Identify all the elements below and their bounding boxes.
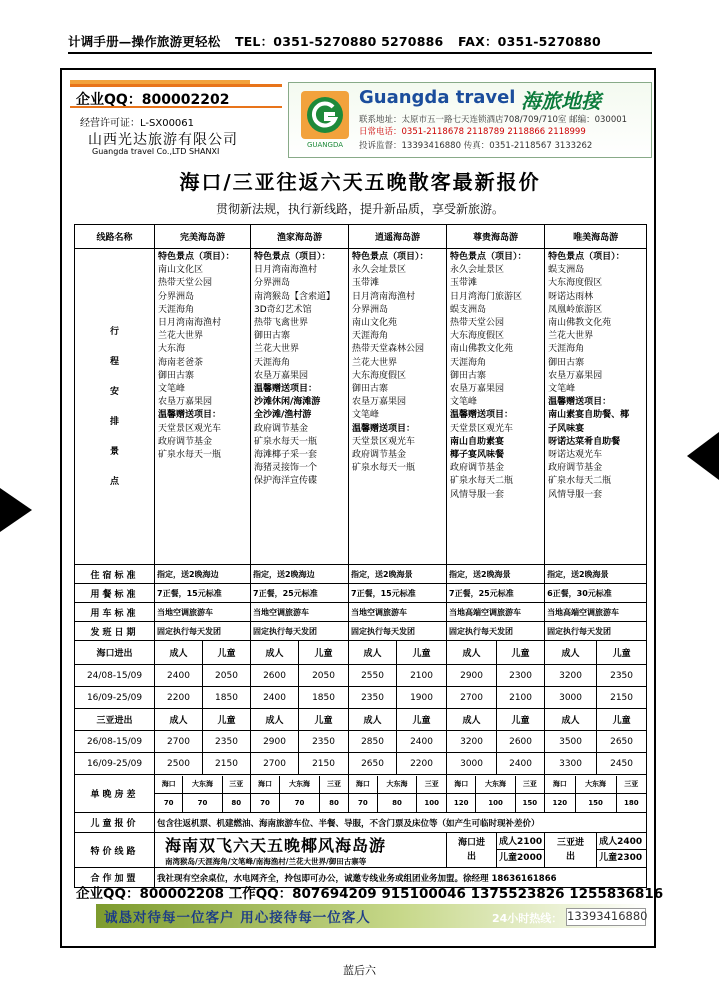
single-room-grid bbox=[349, 776, 446, 812]
itinerary-item: 特色景点（项目）： bbox=[158, 252, 235, 262]
itinerary-item: 热带天堂森林公园 bbox=[352, 344, 425, 355]
special-label: 特价线路 bbox=[75, 833, 155, 868]
special-hk-adult: 成人2100 bbox=[497, 834, 544, 850]
sanya-label: 三亚进出 bbox=[75, 709, 155, 731]
route-name: 唯美海岛游 bbox=[545, 225, 647, 249]
date-range: 26/08-15/09 bbox=[75, 731, 155, 753]
itinerary-item: 文笔峰 bbox=[548, 384, 576, 395]
single-label: 单晚房差 bbox=[75, 775, 155, 813]
child-head: 儿童 bbox=[497, 709, 545, 731]
itin-char: 安 bbox=[109, 386, 119, 397]
special-hk-label-text: 海口进出 bbox=[458, 838, 486, 862]
child-price-note: 包含往返机票、机建燃油、海南旅游车位、半餐、导服，不含门票及床位等（如产生可临时现补差价） bbox=[155, 813, 647, 833]
single-room-price: 100 bbox=[417, 794, 446, 812]
itinerary-item: 农垦万嘉果园 bbox=[352, 397, 407, 408]
stay-value: 指定，送2晚海边 bbox=[155, 565, 251, 584]
single-room-price: 80 bbox=[377, 794, 417, 812]
adult-price: 2700 bbox=[447, 687, 497, 709]
itinerary-item: 兰花大世界 bbox=[158, 331, 204, 342]
single-room-price: 120 bbox=[552, 798, 568, 807]
adult-price: 3200 bbox=[447, 731, 497, 753]
adult-price: 2400 bbox=[251, 687, 299, 709]
meal-value: 7正餐，25元标准 bbox=[251, 584, 349, 603]
single-room-grid bbox=[545, 776, 646, 812]
single-room-head: 三亚 bbox=[616, 776, 646, 794]
footer-qq-line: 企业QQ：800002208 工作QQ：807694209 915100046 1375523826 1255836816 bbox=[76, 886, 664, 902]
itinerary-item: 御田古寨 bbox=[450, 370, 487, 381]
itinerary-list bbox=[251, 249, 349, 565]
special-route bbox=[155, 833, 447, 868]
cooperation-text: 我社现有空余桌位，水电网齐全，拎包即可办公，诚邀专线业务或组团业务加盟。徐经理 18636161866 bbox=[155, 868, 647, 888]
single-room-price: 150 bbox=[575, 794, 616, 812]
child-price: 2100 bbox=[397, 665, 447, 687]
itinerary-item: 日月湾南海渔村 bbox=[158, 318, 222, 329]
itin-char: 程 bbox=[109, 356, 119, 367]
itin-char: 排 bbox=[109, 416, 119, 427]
page-number: 蓝后六 bbox=[343, 964, 376, 977]
meal-value: 7正餐，25元标准 bbox=[447, 584, 545, 603]
single-room-head: 大东海 bbox=[280, 776, 320, 794]
adult-price: 2650 bbox=[349, 753, 397, 775]
haikou-price-row bbox=[75, 665, 647, 687]
company-qq: 企业QQ：800002202 bbox=[70, 84, 282, 108]
itinerary-item: 海滩椰子采一套 bbox=[254, 450, 318, 461]
top-fax: FAX：0351-5270880 bbox=[457, 34, 601, 49]
itin-char: 点 bbox=[109, 476, 119, 487]
single-room-price: 80 bbox=[320, 794, 349, 812]
itinerary-item: 3D奇幻艺术馆 bbox=[254, 304, 312, 315]
child-price: 1850 bbox=[299, 687, 349, 709]
single-room-head: 三亚 bbox=[417, 776, 446, 794]
adult-price: 3500 bbox=[545, 731, 597, 753]
child-head: 儿童 bbox=[497, 641, 545, 665]
itinerary-item: 蜈支洲岛 bbox=[548, 265, 585, 276]
itinerary-item: 日月湾南海渔村 bbox=[352, 291, 416, 302]
itinerary-item: 日月湾南海渔村 bbox=[254, 265, 318, 276]
child-price: 2100 bbox=[497, 687, 545, 709]
haikou-label: 海口进出 bbox=[75, 641, 155, 665]
itinerary-item: 分界洲岛 bbox=[158, 291, 195, 302]
special-hk-label bbox=[447, 833, 497, 868]
itinerary-list bbox=[155, 249, 251, 565]
right-arrow-icon bbox=[687, 432, 719, 480]
itinerary-item: 南山文化区 bbox=[158, 265, 204, 276]
date-range: 16/09-25/09 bbox=[75, 687, 155, 709]
itinerary-item: 天涯海角 bbox=[352, 331, 389, 342]
adult-head: 成人 bbox=[349, 709, 397, 731]
adult-head: 成人 bbox=[545, 641, 597, 665]
itinerary-item: 特色景点（项目）： bbox=[450, 252, 527, 262]
single-room-head: 大东海 bbox=[575, 776, 616, 794]
date-range: 16/09-25/09 bbox=[75, 753, 155, 775]
itinerary-item: 风情导服一套 bbox=[450, 489, 505, 500]
adult-price: 2550 bbox=[349, 665, 397, 687]
itinerary-item: 南山素宴自助餐、椰 bbox=[548, 410, 630, 421]
itinerary-item: 天堂景区观光车 bbox=[158, 423, 222, 434]
itinerary-item: 矿泉水每天一瓶 bbox=[158, 450, 222, 461]
single-room-price: 70 bbox=[260, 798, 270, 807]
single-cell bbox=[545, 775, 647, 813]
page-title: 海口/三亚往返六天五晚散客最新报价 bbox=[179, 170, 541, 194]
car-value: 当地高端空调旅游车 bbox=[447, 603, 545, 622]
itinerary-item: 椰子宴风味餐 bbox=[450, 450, 505, 461]
adult-price: 3000 bbox=[447, 753, 497, 775]
single-room-head: 海口 bbox=[349, 776, 377, 794]
single-room-price: 70 bbox=[280, 794, 320, 812]
itinerary-item: 南山佛教文化苑 bbox=[450, 344, 514, 355]
itinerary-item: 南山自助素宴 bbox=[450, 436, 505, 447]
logo-text: GUANGDA bbox=[306, 141, 344, 149]
itinerary-item: 日月湾海门旅游区 bbox=[450, 291, 523, 302]
single-cell bbox=[155, 775, 251, 813]
child-head: 儿童 bbox=[597, 641, 647, 665]
itinerary-item: 热带天堂公园 bbox=[450, 318, 505, 329]
itinerary-item: 海南老爸茶 bbox=[158, 357, 204, 368]
adult-price: 3200 bbox=[545, 665, 597, 687]
itinerary-item: 呀诺达观光车 bbox=[548, 450, 603, 461]
stay-label: 住宿标准 bbox=[75, 565, 155, 584]
car-value: 当地空调旅游车 bbox=[155, 603, 251, 622]
adult-head: 成人 bbox=[545, 709, 597, 731]
company-name-en: Guangda travel Co.,LTD SHANXI bbox=[92, 147, 220, 156]
child-head: 儿童 bbox=[203, 641, 251, 665]
stay-value: 指定，送2晚海景 bbox=[349, 565, 447, 584]
adult-price: 2850 bbox=[349, 731, 397, 753]
special-route-name: 海南双飞六天五晚椰风海岛游 bbox=[165, 836, 387, 855]
child-head: 儿童 bbox=[299, 709, 349, 731]
adult-price: 2600 bbox=[251, 665, 299, 687]
date-value: 固定执行每天发团 bbox=[545, 622, 647, 641]
itinerary-item: 南山佛教文化苑 bbox=[548, 318, 612, 329]
route-name: 尊贵海岛游 bbox=[447, 225, 545, 249]
itinerary-item: 政府调节基金 bbox=[450, 463, 505, 474]
adult-price: 2900 bbox=[251, 731, 299, 753]
special-sy-prices bbox=[597, 833, 647, 868]
child-price: 2600 bbox=[497, 731, 545, 753]
hotline-number: 13393416880 bbox=[566, 908, 646, 926]
itinerary-label bbox=[75, 249, 155, 565]
single-room-price: 70 bbox=[163, 798, 174, 807]
adult-price: 2900 bbox=[447, 665, 497, 687]
child-price: 2050 bbox=[299, 665, 349, 687]
single-room-head: 大东海 bbox=[377, 776, 417, 794]
date-value: 固定执行每天发团 bbox=[155, 622, 251, 641]
haikou-header-row bbox=[75, 641, 647, 665]
top-slogan: 计调手册—操作旅游更轻松 bbox=[68, 34, 221, 49]
itinerary-item: 政府调节基金 bbox=[254, 423, 309, 434]
itinerary-item: 文笔峰 bbox=[158, 384, 186, 395]
stay-value: 指定，送2晚海边 bbox=[251, 565, 349, 584]
adult-head: 成人 bbox=[251, 641, 299, 665]
special-row bbox=[75, 833, 647, 868]
footer-slogan: 诚恳对待每一位客户 用心接待每一位客人 bbox=[104, 910, 371, 926]
child-price: 2150 bbox=[203, 753, 251, 775]
itinerary-item: 玉带滩 bbox=[450, 278, 478, 289]
itinerary-item: 分界洲岛 bbox=[254, 278, 291, 289]
itinerary-item: 天涯海角 bbox=[548, 344, 585, 355]
child-price: 2350 bbox=[299, 731, 349, 753]
adult-price: 2700 bbox=[251, 753, 299, 775]
itinerary-item: 政府调节基金 bbox=[352, 450, 407, 461]
itinerary-item: 农垦万嘉果园 bbox=[158, 397, 213, 408]
single-room-head: 海口 bbox=[545, 776, 575, 794]
itinerary-item: 天涯海角 bbox=[450, 357, 487, 368]
itinerary-item: 特色景点（项目）： bbox=[352, 252, 429, 262]
date-value: 固定执行每天发团 bbox=[447, 622, 545, 641]
itinerary-item: 永久会址景区 bbox=[352, 265, 407, 276]
itinerary-item: 保护海洋宣传碟 bbox=[254, 476, 318, 487]
child-head: 儿童 bbox=[397, 709, 447, 731]
contact-phone: 日常电话：0351-2118678 2118789 2118866 2118999 bbox=[359, 127, 586, 137]
itinerary-item: 特色景点（项目）： bbox=[254, 252, 331, 262]
date-value: 固定执行每天发团 bbox=[349, 622, 447, 641]
child-head: 儿童 bbox=[299, 641, 349, 665]
itin-char: 行 bbox=[109, 326, 119, 337]
itinerary-item: 大东海度假区 bbox=[450, 331, 505, 342]
single-room-price: 70 bbox=[183, 794, 222, 812]
adult-head: 成人 bbox=[155, 641, 203, 665]
single-room-price: 180 bbox=[616, 794, 646, 812]
date-label: 发班日期 bbox=[75, 622, 155, 641]
guangda-logo-icon bbox=[299, 89, 351, 149]
route-label: 线路名称 bbox=[75, 225, 155, 249]
itinerary-item: 御田古寨 bbox=[352, 384, 389, 395]
adult-head: 成人 bbox=[155, 709, 203, 731]
itinerary-item: 政府调节基金 bbox=[158, 436, 213, 447]
single-cell bbox=[447, 775, 545, 813]
itinerary-item: 沙滩休闲/海滩游 bbox=[254, 397, 321, 408]
itinerary-item: 农垦万嘉果园 bbox=[450, 384, 505, 395]
adult-price: 3000 bbox=[545, 687, 597, 709]
itinerary-item: 矿泉水每天二瓶 bbox=[450, 476, 514, 487]
page-subtitle: 贯彻新法规，执行新线路，提升新品质，享受新旅游。 bbox=[215, 202, 504, 216]
special-hk-prices bbox=[497, 833, 545, 868]
itinerary-item: 温馨赠送项目： bbox=[548, 397, 612, 408]
itinerary-item: 农垦万嘉果园 bbox=[254, 370, 309, 381]
itinerary-item: 兰花大世界 bbox=[254, 344, 300, 355]
child-head: 儿童 bbox=[397, 641, 447, 665]
itinerary-item: 南山文化苑 bbox=[352, 318, 398, 329]
child-price: 2350 bbox=[203, 731, 251, 753]
itinerary-item: 御田古寨 bbox=[254, 331, 291, 342]
itinerary-item: 兰花大世界 bbox=[548, 331, 594, 342]
itinerary-item: 文笔峰 bbox=[352, 410, 380, 421]
single-room-price: 150 bbox=[515, 794, 544, 812]
itinerary-item: 天涯海角 bbox=[158, 304, 195, 315]
itinerary-item: 大东海度假区 bbox=[548, 278, 603, 289]
meal-value: 7正餐，15元标准 bbox=[155, 584, 251, 603]
single-room-head: 大东海 bbox=[476, 776, 515, 794]
single-cell bbox=[349, 775, 447, 813]
itinerary-item: 天堂景区观光车 bbox=[352, 436, 416, 447]
itinerary-item: 玉带滩 bbox=[352, 278, 380, 289]
adult-price: 2400 bbox=[155, 665, 203, 687]
special-hk-child: 儿童2000 bbox=[499, 853, 543, 863]
child-price: 2650 bbox=[597, 731, 647, 753]
child-price: 2400 bbox=[497, 753, 545, 775]
itinerary-item: 海猪灵接饰一个 bbox=[254, 463, 318, 474]
sanya-price-row bbox=[75, 731, 647, 753]
brand-name-cn: 海旅地接 bbox=[521, 89, 601, 113]
date-row bbox=[75, 622, 647, 641]
adult-price: 2200 bbox=[155, 687, 203, 709]
itinerary-item: 温馨赠送项目： bbox=[158, 410, 222, 421]
itinerary-item: 天堂景区观光车 bbox=[450, 423, 514, 434]
company-name-cn: 山西光达旅游有限公司 bbox=[88, 132, 238, 148]
meal-label: 用餐标准 bbox=[75, 584, 155, 603]
company-header bbox=[66, 74, 654, 160]
car-label: 用车标准 bbox=[75, 603, 155, 622]
contact-complaint: 投诉监督：13393416880 传真：0351-2118567 3133262 bbox=[359, 141, 593, 151]
itinerary-item: 大东海度假区 bbox=[352, 370, 407, 381]
adult-price: 2350 bbox=[349, 687, 397, 709]
single-room-head: 海口 bbox=[447, 776, 476, 794]
date-range: 24/08-15/09 bbox=[75, 665, 155, 687]
itinerary-row bbox=[75, 249, 647, 565]
itinerary-list bbox=[545, 249, 647, 565]
car-value: 当地高端空调旅游车 bbox=[545, 603, 647, 622]
single-room-head: 三亚 bbox=[222, 776, 250, 794]
child-price: 2400 bbox=[397, 731, 447, 753]
special-sy-child: 儿童2300 bbox=[599, 853, 643, 863]
single-room-price: 120 bbox=[453, 798, 469, 807]
itinerary-item: 特色景点（项目）： bbox=[548, 252, 625, 262]
single-room-head: 海口 bbox=[155, 776, 183, 794]
itinerary-item: 天涯海角 bbox=[254, 357, 291, 368]
special-route-sights: 南湾猴岛/天涯海角/文笔峰/南海渔村/兰花大世界/御田古寨等 bbox=[165, 857, 367, 866]
itinerary-list bbox=[349, 249, 447, 565]
single-room-grid bbox=[447, 776, 544, 812]
stay-value: 指定，送2晚海景 bbox=[447, 565, 545, 584]
itinerary-item: 兰花大世界 bbox=[352, 357, 398, 368]
itinerary-item: 农垦万嘉果园 bbox=[548, 370, 603, 381]
adult-price: 2500 bbox=[155, 753, 203, 775]
top-contact-bar bbox=[68, 32, 652, 54]
itinerary-item: 矿泉水每天一瓶 bbox=[352, 463, 416, 474]
itinerary-item: 全沙滩/渔村游 bbox=[254, 410, 312, 421]
brand-name-en: Guangda travel bbox=[359, 87, 516, 108]
child-price: 2350 bbox=[597, 665, 647, 687]
single-room-price: 100 bbox=[476, 794, 515, 812]
itinerary-item: 政府调节基金 bbox=[548, 463, 603, 474]
license-number: 经营许可证：L-SX00061 bbox=[80, 118, 195, 129]
meal-row bbox=[75, 584, 647, 603]
itinerary-item: 矿泉水每天二瓶 bbox=[548, 476, 612, 487]
special-sy-label-text: 三亚进出 bbox=[557, 838, 585, 862]
child-price: 2300 bbox=[497, 665, 545, 687]
itinerary-item: 分界洲岛 bbox=[352, 304, 389, 315]
contact-address: 联系地址：太原市五一路七天连锁酒店708/709/710室 邮编：030001 bbox=[359, 115, 628, 125]
brand-banner bbox=[288, 82, 652, 158]
itinerary-list bbox=[447, 249, 545, 565]
itinerary-item: 热带飞禽世界 bbox=[254, 318, 309, 329]
itin-char: 景 bbox=[109, 446, 119, 457]
child-price: 2150 bbox=[299, 753, 349, 775]
adult-price: 2700 bbox=[155, 731, 203, 753]
itinerary-item: 永久会址景区 bbox=[450, 265, 505, 276]
child-price-label: 儿童报价 bbox=[75, 813, 155, 833]
adult-price: 3300 bbox=[545, 753, 597, 775]
adult-head: 成人 bbox=[447, 709, 497, 731]
sanya-price-row bbox=[75, 753, 647, 775]
itinerary-item: 文笔峰 bbox=[450, 397, 478, 408]
itinerary-item: 呀诺达雨林 bbox=[548, 291, 594, 302]
child-price: 2200 bbox=[397, 753, 447, 775]
single-room-head: 三亚 bbox=[515, 776, 544, 794]
left-arrow-icon bbox=[0, 488, 32, 532]
adult-head: 成人 bbox=[251, 709, 299, 731]
special-sy-adult: 成人2400 bbox=[597, 834, 646, 850]
child-price: 2150 bbox=[597, 687, 647, 709]
itinerary-item: 御田古寨 bbox=[548, 357, 585, 368]
haikou-price-row bbox=[75, 687, 647, 709]
itinerary-item: 凤凰岭旅游区 bbox=[548, 304, 603, 315]
itinerary-item: 大东海 bbox=[158, 344, 186, 355]
adult-head: 成人 bbox=[349, 641, 397, 665]
price-table bbox=[74, 224, 647, 888]
stay-row bbox=[75, 565, 647, 584]
single-room-grid bbox=[251, 776, 348, 812]
itinerary-item: 热带天堂公园 bbox=[158, 278, 213, 289]
itinerary-item: 矿泉水每天一瓶 bbox=[254, 436, 318, 447]
car-value: 当地空调旅游车 bbox=[251, 603, 349, 622]
special-sy-label bbox=[545, 833, 597, 868]
child-head: 儿童 bbox=[597, 709, 647, 731]
itinerary-item: 风情导服一套 bbox=[548, 489, 603, 500]
child-price: 1900 bbox=[397, 687, 447, 709]
single-room-price: 70 bbox=[358, 798, 368, 807]
single-room-grid bbox=[155, 776, 250, 812]
meal-value: 6正餐，30元标准 bbox=[545, 584, 647, 603]
single-room-head: 大东海 bbox=[183, 776, 222, 794]
company-info bbox=[66, 74, 286, 160]
itinerary-item: 御田古寨 bbox=[158, 370, 195, 381]
adult-head: 成人 bbox=[447, 641, 497, 665]
child-price-row bbox=[75, 813, 647, 833]
itinerary-item: 呀诺达菜肴自助餐 bbox=[548, 436, 621, 447]
single-cell bbox=[251, 775, 349, 813]
date-value: 固定执行每天发团 bbox=[251, 622, 349, 641]
top-tel: TEL：0351-5270880 5270886 bbox=[234, 34, 444, 49]
sanya-header-row bbox=[75, 709, 647, 731]
route-name: 渔家海岛游 bbox=[251, 225, 349, 249]
child-price: 2050 bbox=[203, 665, 251, 687]
route-header-row bbox=[75, 225, 647, 249]
car-row bbox=[75, 603, 647, 622]
single-room-row bbox=[75, 775, 647, 813]
cooperation-label: 合作加盟 bbox=[75, 868, 155, 888]
child-price: 1850 bbox=[203, 687, 251, 709]
child-price: 2450 bbox=[597, 753, 647, 775]
child-head: 儿童 bbox=[203, 709, 251, 731]
route-name: 逍遥海岛游 bbox=[349, 225, 447, 249]
itinerary-item: 温馨赠送项目： bbox=[254, 384, 318, 395]
hotline-label: 24小时热线： bbox=[492, 912, 563, 925]
car-value: 当地空调旅游车 bbox=[349, 603, 447, 622]
itinerary-item: 温馨赠送项目： bbox=[450, 410, 514, 421]
itinerary-item: 温馨赠送项目： bbox=[352, 423, 416, 434]
single-room-head: 三亚 bbox=[320, 776, 349, 794]
single-room-head: 海口 bbox=[251, 776, 279, 794]
stay-value: 指定，送2晚海景 bbox=[545, 565, 647, 584]
route-name: 完美海岛游 bbox=[155, 225, 251, 249]
itinerary-item: 南湾猴岛【含索道】 bbox=[254, 291, 336, 302]
meal-value: 7正餐，15元标准 bbox=[349, 584, 447, 603]
single-room-price: 80 bbox=[222, 794, 250, 812]
itinerary-item: 子风味宴 bbox=[548, 423, 585, 434]
itinerary-item: 蜈支洲岛 bbox=[450, 304, 487, 315]
